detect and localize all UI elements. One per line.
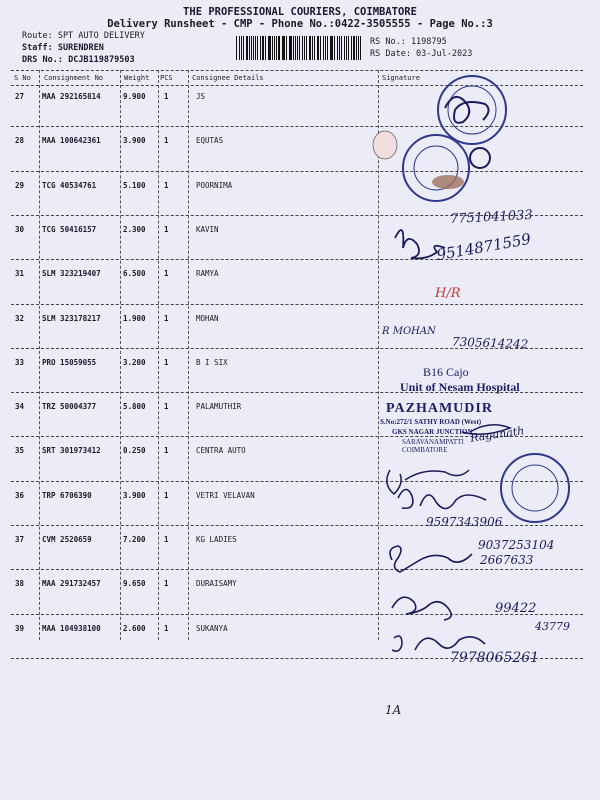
row-sno: 32 [15, 314, 25, 323]
column-header-weight: Weight [124, 74, 150, 82]
row-weight: 3.900 [123, 136, 146, 145]
row-consignment-no: SRT 301973412 [42, 446, 101, 455]
row-sno: 36 [15, 491, 25, 500]
barcode-bar [269, 36, 270, 60]
barcode-bar [289, 36, 290, 60]
handwritten-phone: 9514871559 [435, 229, 533, 265]
row-pcs: 1 [164, 225, 169, 234]
row-pcs: 1 [164, 136, 169, 145]
barcode-bar [318, 36, 319, 60]
runsheet-subtitle: Delivery Runsheet - CMP - Phone No.:0422-3505555 - Page No.:3 [107, 18, 493, 30]
rs-number: RS No.: 1198795 [370, 37, 447, 47]
barcode-bar [236, 36, 237, 60]
barcode-bar [309, 36, 311, 60]
row-consignment-no: MAA 100642361 [42, 136, 101, 145]
row-consignee: CENTRA AUTO [196, 446, 246, 455]
signature-stroke [392, 597, 451, 620]
signature-stroke [392, 636, 485, 651]
barcode-bar [353, 36, 355, 60]
barcode-bar [297, 36, 298, 60]
column-header-sno: S No [14, 74, 31, 82]
row-divider [11, 569, 583, 570]
barcode [236, 36, 362, 60]
row-weight: 0.250 [123, 446, 146, 455]
barcode-bar [262, 36, 264, 60]
column-divider [120, 70, 121, 640]
handwritten-note: H/R [435, 286, 461, 301]
handwritten-phone: 43779 [535, 620, 570, 633]
barcode-bar [299, 36, 300, 60]
barcode-bar [320, 36, 321, 60]
barcode-bar [327, 36, 328, 60]
barcode-bar [358, 36, 359, 60]
barcode-bar [253, 36, 254, 60]
row-consignment-no: SLM 323219407 [42, 269, 101, 278]
barcode-bar [243, 36, 244, 60]
row-consignee: JS [196, 92, 206, 101]
row-consignee: MOHAN [196, 314, 219, 323]
table-header-rule [11, 85, 583, 86]
stamp-smudge [373, 131, 397, 159]
barcode-bar [330, 36, 331, 60]
barcode-bar [312, 36, 313, 60]
row-weight: 9.650 [123, 579, 146, 588]
row-sno: 39 [15, 624, 25, 633]
barcode-bar [346, 36, 347, 60]
drs-value: DCJB119879503 [68, 55, 135, 65]
barcode-bar [274, 36, 275, 60]
barcode-bar [265, 36, 266, 60]
row-divider [11, 126, 583, 127]
handwritten-phone: 2667633 [480, 553, 534, 567]
barcode-bar [272, 36, 273, 60]
barcode-bar [249, 36, 250, 60]
row-consignee: POORNIMA [196, 181, 233, 190]
column-divider [158, 70, 159, 640]
barcode-bar [268, 36, 269, 60]
barcode-bar [304, 36, 305, 60]
barcode-bar [286, 36, 287, 60]
barcode-bar [251, 36, 252, 60]
row-weight: 3.200 [123, 358, 146, 367]
row-consignee: KG LADIES [196, 535, 237, 544]
row-sno: 29 [15, 181, 25, 190]
stamp-text: SARAVANAMPATTI [402, 438, 464, 446]
row-consignment-no: TRZ 50004377 [42, 402, 97, 411]
barcode-bar [278, 36, 279, 60]
row-pcs: 1 [164, 491, 169, 500]
company-title: THE PROFESSIONAL COURIERS, COIMBATORE [183, 6, 417, 18]
handwritten-name: R MOHAN [382, 326, 436, 337]
row-weight: 2.600 [123, 624, 146, 633]
row-pcs: 1 [164, 446, 169, 455]
barcode-bar [323, 36, 324, 60]
row-weight: 9.900 [123, 92, 146, 101]
row-pcs: 1 [164, 314, 169, 323]
barcode-bar [331, 36, 333, 60]
row-weight: 3.900 [123, 491, 146, 500]
barcode-bar [295, 36, 296, 60]
stamp-circle [438, 76, 506, 144]
page-mark: 1A [385, 703, 402, 717]
barcode-bar [317, 36, 318, 60]
row-pcs: 1 [164, 92, 169, 101]
column-header-consignment: Consignment No [44, 74, 104, 82]
row-pcs: 1 [164, 579, 169, 588]
row-consignment-no: PRO 15059055 [42, 358, 97, 367]
barcode-bar [302, 36, 303, 60]
barcode-bar [360, 36, 361, 60]
barcode-bar [344, 36, 345, 60]
row-consignment-no: MAA 104938100 [42, 624, 101, 633]
column-divider [39, 70, 40, 640]
row-consignee: RAMYA [196, 269, 219, 278]
column-divider [378, 70, 379, 640]
barcode-bar [314, 36, 315, 60]
row-sno: 31 [15, 269, 25, 278]
row-consignment-no: TRP 6706390 [42, 491, 92, 500]
stamp-text: S.No:272/1 SATHY ROAD (West) [380, 418, 482, 426]
stamp-text: Unit of Nesam Hospital [400, 380, 520, 394]
stamp-text: COIMBATORE [402, 446, 448, 454]
row-weight: 7.200 [123, 535, 146, 544]
row-sno: 34 [15, 402, 25, 411]
row-sno: 35 [15, 446, 25, 455]
row-weight: 6.500 [123, 269, 146, 278]
column-divider [188, 70, 189, 640]
row-sno: 38 [15, 579, 25, 588]
row-consignee: SUKANYA [196, 624, 228, 633]
row-consignment-no: MAA 291732457 [42, 579, 101, 588]
row-consignee: DURAISAMY [196, 579, 237, 588]
barcode-bar [241, 36, 242, 60]
table-top-rule [11, 70, 583, 71]
barcode-bar [290, 36, 291, 60]
row-sno: 27 [15, 92, 25, 101]
row-pcs: 1 [164, 535, 169, 544]
barcode-bar [356, 36, 357, 60]
signature-stroke [398, 489, 486, 508]
row-pcs: 1 [164, 269, 169, 278]
barcode-bar [325, 36, 326, 60]
row-divider [11, 171, 583, 172]
stamp-text: GKS NAGAR JUNCTION [392, 428, 473, 436]
signature-stroke [445, 97, 489, 123]
row-consignee: VETRI VELAVAN [196, 491, 255, 500]
barcode-bar [293, 36, 294, 60]
staff-label: Staff: [22, 43, 53, 53]
row-divider [11, 259, 583, 260]
row-divider [11, 304, 583, 305]
handwritten-phone: 7751041033 [449, 207, 534, 228]
row-consignment-no: MAA 292165814 [42, 92, 101, 101]
handwritten-phone: 99422 [495, 601, 537, 616]
row-weight: 1.900 [123, 314, 146, 323]
barcode-bar [341, 36, 342, 60]
stamp-text: B16 Cajo [423, 365, 469, 379]
handwritten-phone: 9037253104 [478, 538, 555, 552]
row-consignee: KAVIN [196, 225, 219, 234]
route-text: Route: SPT AUTO DELIVERY [22, 31, 145, 41]
row-pcs: 1 [164, 624, 169, 633]
row-consignee: PALAMUTHIR [196, 402, 242, 411]
row-sno: 37 [15, 535, 25, 544]
row-consignment-no: CVM 2520659 [42, 535, 92, 544]
row-divider [11, 481, 583, 482]
row-pcs: 1 [164, 358, 169, 367]
autopac-stamp-circle [501, 454, 569, 522]
row-consignment-no: SLM 323178217 [42, 314, 101, 323]
signature-stroke [387, 470, 469, 494]
barcode-bar [276, 36, 277, 60]
rs-date: RS Date: 03-Jul-2023 [370, 49, 473, 59]
row-weight: 5.100 [123, 181, 146, 190]
handwritten-phone: 7305614242 [451, 334, 529, 352]
barcode-bar [283, 36, 285, 60]
barcode-bar [282, 36, 283, 60]
row-sno: 28 [15, 136, 25, 145]
handwritten-phone: 7978065261 [450, 650, 540, 666]
barcode-bar [246, 36, 248, 60]
barcode-bar [339, 36, 340, 60]
column-header-signature: Signature [382, 74, 420, 82]
row-consignment-no: TCG 50416157 [42, 225, 97, 234]
barcode-bar [257, 36, 258, 60]
barcode-bar [348, 36, 349, 60]
signature-stroke [470, 148, 490, 168]
staff-line [22, 43, 104, 53]
row-weight: 5.800 [123, 402, 146, 411]
staff-value: SURENDREN [57, 43, 104, 53]
row-pcs: 1 [164, 402, 169, 411]
column-header-pcs: PCS [160, 74, 173, 82]
barcode-bar [334, 36, 335, 60]
row-sno: 30 [15, 225, 25, 234]
barcode-bar [337, 36, 338, 60]
barcode-bar [351, 36, 352, 60]
barcode-bar [306, 36, 307, 60]
barcode-bar [260, 36, 261, 60]
column-header-consignee: Consignee Details [192, 74, 264, 82]
row-consignment-no: TCG 40534761 [42, 181, 97, 190]
row-sno: 33 [15, 358, 25, 367]
handwritten-signature: Ragunath [469, 424, 526, 445]
handwritten-phone: 9597343906 [426, 515, 503, 529]
barcode-bar [255, 36, 256, 60]
row-consignee: B I SIX [196, 358, 228, 367]
drs-line [22, 55, 135, 65]
stamp-smudge [432, 175, 464, 189]
drs-label: DRS No.: [22, 55, 63, 65]
barcode-bar [239, 36, 240, 60]
row-consignee: EQUTAS [196, 136, 224, 145]
autopac-stamp-circle [512, 465, 558, 511]
row-pcs: 1 [164, 181, 169, 190]
row-weight: 2.300 [123, 225, 146, 234]
stamp-text: PAZHAMUDIR [386, 401, 493, 416]
equitas-stamp-circle [414, 146, 458, 190]
equitas-stamp-circle [403, 135, 469, 201]
